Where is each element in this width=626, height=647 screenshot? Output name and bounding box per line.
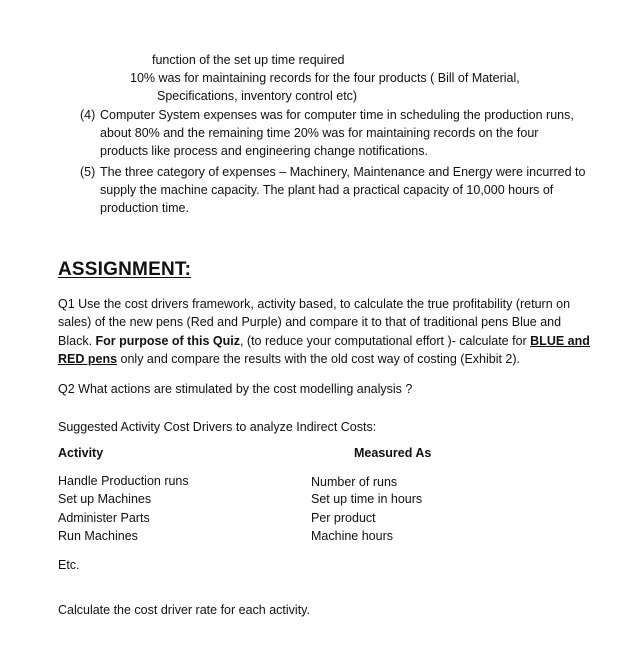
item-number: (5)	[80, 165, 96, 179]
final-instruction: Calculate the cost driver rate for each activity.	[58, 603, 310, 617]
intro-line-1: function of the set up time required	[152, 53, 345, 67]
q1-bold-underline-blue: BLUE and	[530, 334, 590, 348]
item-line: supply the machine capacity. The plant had a practical capacity of 10,000 hours of	[100, 183, 554, 197]
measure-cell: Per product	[311, 511, 376, 525]
intro-line-3: Specifications, inventory control etc)	[157, 89, 358, 103]
suggested-drivers-label: Suggested Activity Cost Drivers to analyze Indirect Costs:	[58, 420, 377, 434]
item-line: about 80% and the remaining time 20% was for maintaining records on the four	[100, 126, 539, 140]
item-line: Computer System expenses was for computer time in scheduling the production runs,	[100, 108, 574, 122]
measure-cell: Set up time in hours	[311, 492, 423, 506]
q1-line-1: Q1 Use the cost drivers framework, activity based, to calculate the true profitability (return on	[58, 297, 571, 311]
q1-line-4-rest: only and compare the results with the old cost way of costing (Exhibit 2).	[117, 352, 521, 366]
item-line: products like process and engineering change notifications.	[100, 144, 428, 158]
measured-as-column-header: Measured As	[354, 446, 432, 460]
item-line: The three category of expenses – Machinery, Maintenance and Energy were incurred to	[100, 165, 586, 179]
q1-line-3	[58, 332, 590, 351]
q1-line-2: sales) of the new pens (Red and Purple) and compare it to that of traditional pens Blue and	[58, 315, 562, 329]
item-line: production time.	[100, 201, 189, 215]
measure-cell: Number of runs	[311, 475, 398, 489]
activity-cell: Handle Production runs	[58, 474, 189, 488]
assignment-heading: ASSIGNMENT:	[58, 259, 192, 280]
activity-column-header: Activity	[58, 446, 104, 460]
measure-cell: Machine hours	[311, 529, 393, 543]
q1-bold-underline-red: RED pens	[58, 352, 118, 366]
activity-cell: Set up Machines	[58, 492, 152, 506]
q1-line-3-start: Black.	[58, 334, 96, 348]
activity-cell: Run Machines	[58, 529, 138, 543]
activity-cell: Administer Parts	[58, 511, 150, 525]
q1-line-4	[58, 350, 520, 369]
question-2: Q2 What actions are stimulated by the cost modelling analysis ?	[58, 382, 413, 396]
q1-bold-purpose: For purpose of this Quiz	[95, 334, 240, 348]
etc-text: Etc.	[58, 558, 80, 572]
intro-line-2: 10% was for maintaining records for the four products ( Bill of Material,	[130, 71, 520, 85]
q1-line-3-mid: , (to reduce your computational effort )- calculate for	[239, 334, 531, 348]
item-number: (4)	[80, 108, 96, 122]
